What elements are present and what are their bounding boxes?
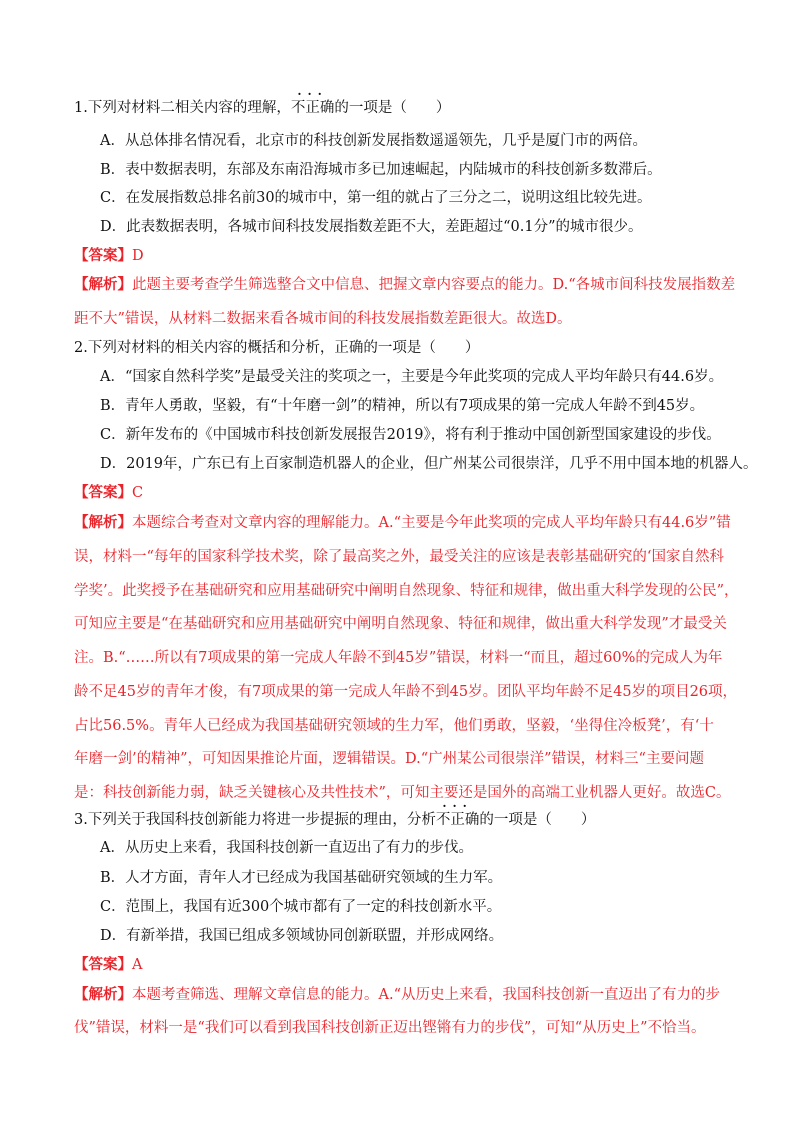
- question-2-answer: [74, 483, 143, 503]
- answer-value: C: [132, 485, 144, 501]
- emphasis-not-correct: [435, 799, 480, 830]
- answer-label: 【答案】: [74, 956, 132, 973]
- analysis-label: 【解析】: [74, 986, 132, 1003]
- question-3-option-d: D．有新举措，我国已组成多领域协同创新联盟，并形成网络。: [100, 928, 504, 944]
- question-1-analysis-line-1: [74, 275, 735, 295]
- question-2-option-d: D．2019年，广东已有上百家制造机器人的企业，但广州某公司很崇洋，几乎不用中国本地的机器人。: [100, 456, 758, 472]
- question-2-analysis-line-8: 年磨一剑’的精神”，可知因果推论片面，逻辑错误。D.“广州某公司很崇洋”错误，材料三“主要问题: [74, 751, 704, 767]
- emphasis-not-correct: [290, 87, 335, 118]
- question-3-answer: [74, 955, 142, 975]
- question-2-analysis-line-3: 学奖’。此奖授予在基础研究和应用基础研究中阐明自然现象、特征和规律，做出重大科学发现的公民”，: [74, 583, 739, 599]
- emphasis-dots: ···: [297, 87, 328, 101]
- question-1-option-d: D．此表数据表明，各城市间科技发展指数差距不大，差距超过“0.1分”的城市很少。: [100, 219, 643, 235]
- question-1-option-c: C．在发展指数总排名前30的城市中，第一组的就占了三分之二，说明这组比较先进。: [100, 190, 652, 206]
- analysis-text: 本题综合考查对文章内容的理解能力。A.“主要是今年此奖项的完成人平均年龄只有44.6岁”错: [132, 515, 731, 531]
- question-2-option-c: C．新年发布的《中国城市科技创新发展报告2019》，将有利于推动中国创新型国家建设的步伐。: [100, 427, 721, 443]
- question-2-option-b: B．青年人勇敢，坚毅，有“十年磨一剑”的精神，所以有7项成果的第一完成人年龄不到45岁。: [100, 398, 705, 414]
- question-2-option-a: A．“国家自然科学奖”是最受关注的奖项之一，主要是今年此奖项的完成人平均年龄只有44.6岁。: [100, 369, 724, 385]
- question-1-stem-tail: 的一项是（ ）: [334, 100, 451, 116]
- question-3-analysis-line-2: 伐”错误，材料一是“我们可以看到我国科技创新正迈出铿锵有力的步伐”，可知“从历史上”不恰当。: [74, 1020, 706, 1036]
- question-2-analysis-line-7: 占比56.5%。青年人已经成为我国基础研究领域的生力军，他们勇敢，坚毅，‘坐得住冷板凳’，有‘十: [74, 718, 714, 734]
- question-1-option-b: B．表中数据表明，东部及东南沿海城市多已加速崛起，内陆城市的科技创新多数滞后。: [100, 162, 662, 178]
- analysis-text: 此题主要考查学生筛选整合文中信息、把握文章内容要点的能力。D.“各城市间科技发展指数差: [132, 277, 736, 293]
- question-2-stem: 2.下列对材料的相关内容的概括和分析，正确的一项是（ ）: [74, 340, 480, 356]
- question-2-analysis-line-4: 可知应主要是“在基础研究和应用基础研究中阐明自然现象、特征和规律，做出重大科学发现”才最受关: [74, 616, 727, 632]
- answer-label: 【答案】: [74, 484, 132, 501]
- question-2-analysis-line-6: 龄不足45岁的青年才俊，有7项成果的第一完成人年龄不到45岁。团队平均年龄不足45岁的项目26项，: [74, 684, 738, 700]
- answer-value: A: [132, 957, 143, 973]
- question-3-stem: [74, 799, 596, 830]
- analysis-label: 【解析】: [74, 514, 132, 531]
- question-3-stem-tail: 的一项是（ ）: [479, 812, 596, 828]
- question-1-stem-text: 1.下列对材料二相关内容的理解，: [74, 100, 291, 116]
- question-3-option-a: A．从历史上来看，我国科技创新一直迈出了有力的步伐。: [100, 840, 473, 856]
- question-1-option-a: A．从总体排名情况看，北京市的科技创新发展指数遥遥领先，几乎是厦门市的两倍。: [100, 133, 647, 149]
- question-3-option-b: B．人才方面，青年人才已经成为我国基础研究领域的生力军。: [100, 870, 503, 886]
- question-3-stem-text: 3.下列关于我国科技创新能力将进一步提振的理由，分析: [74, 812, 436, 828]
- emphasis-dots: ···: [442, 799, 473, 813]
- analysis-text: 本题考查筛选、理解文章信息的能力。A.“从历史上来看，我国科技创新一直迈出了有力的步: [132, 987, 720, 1003]
- emphasis-text: 不正确: [435, 812, 480, 828]
- question-1-analysis-line-2: 距不大”错误，从材料二数据来看各城市间的科技发展指数差距很大。故选D。: [74, 311, 572, 327]
- question-2-analysis-line-1: [74, 513, 731, 533]
- answer-label: 【答案】: [74, 247, 132, 264]
- question-2-analysis-line-2: 误，材料一“每年的国家科学技术奖，除了最高奖之外，最受关注的应该是表彰基础研究的‘国家自然科: [74, 549, 725, 565]
- emphasis-text: 不正确: [290, 100, 335, 116]
- question-2-analysis-line-9: 是：科技创新能力弱，缺乏关键核心及共性技术”，可知主要还是国外的高端工业机器人更好。故选C。: [74, 785, 731, 801]
- question-3-analysis-line-1: [74, 985, 720, 1005]
- analysis-label: 【解析】: [74, 276, 132, 293]
- question-1-answer: [74, 246, 144, 266]
- question-1-stem: [74, 87, 451, 118]
- question-2-analysis-line-5: 注。B.“……所以有7项成果的第一完成人年龄不到45岁”错误，材料一“而且，超过60%的完成人为年: [74, 650, 723, 666]
- question-3-option-c: C．范围上，我国有近300个城市都有了一定的科技创新水平。: [100, 899, 502, 915]
- answer-value: D: [132, 248, 144, 264]
